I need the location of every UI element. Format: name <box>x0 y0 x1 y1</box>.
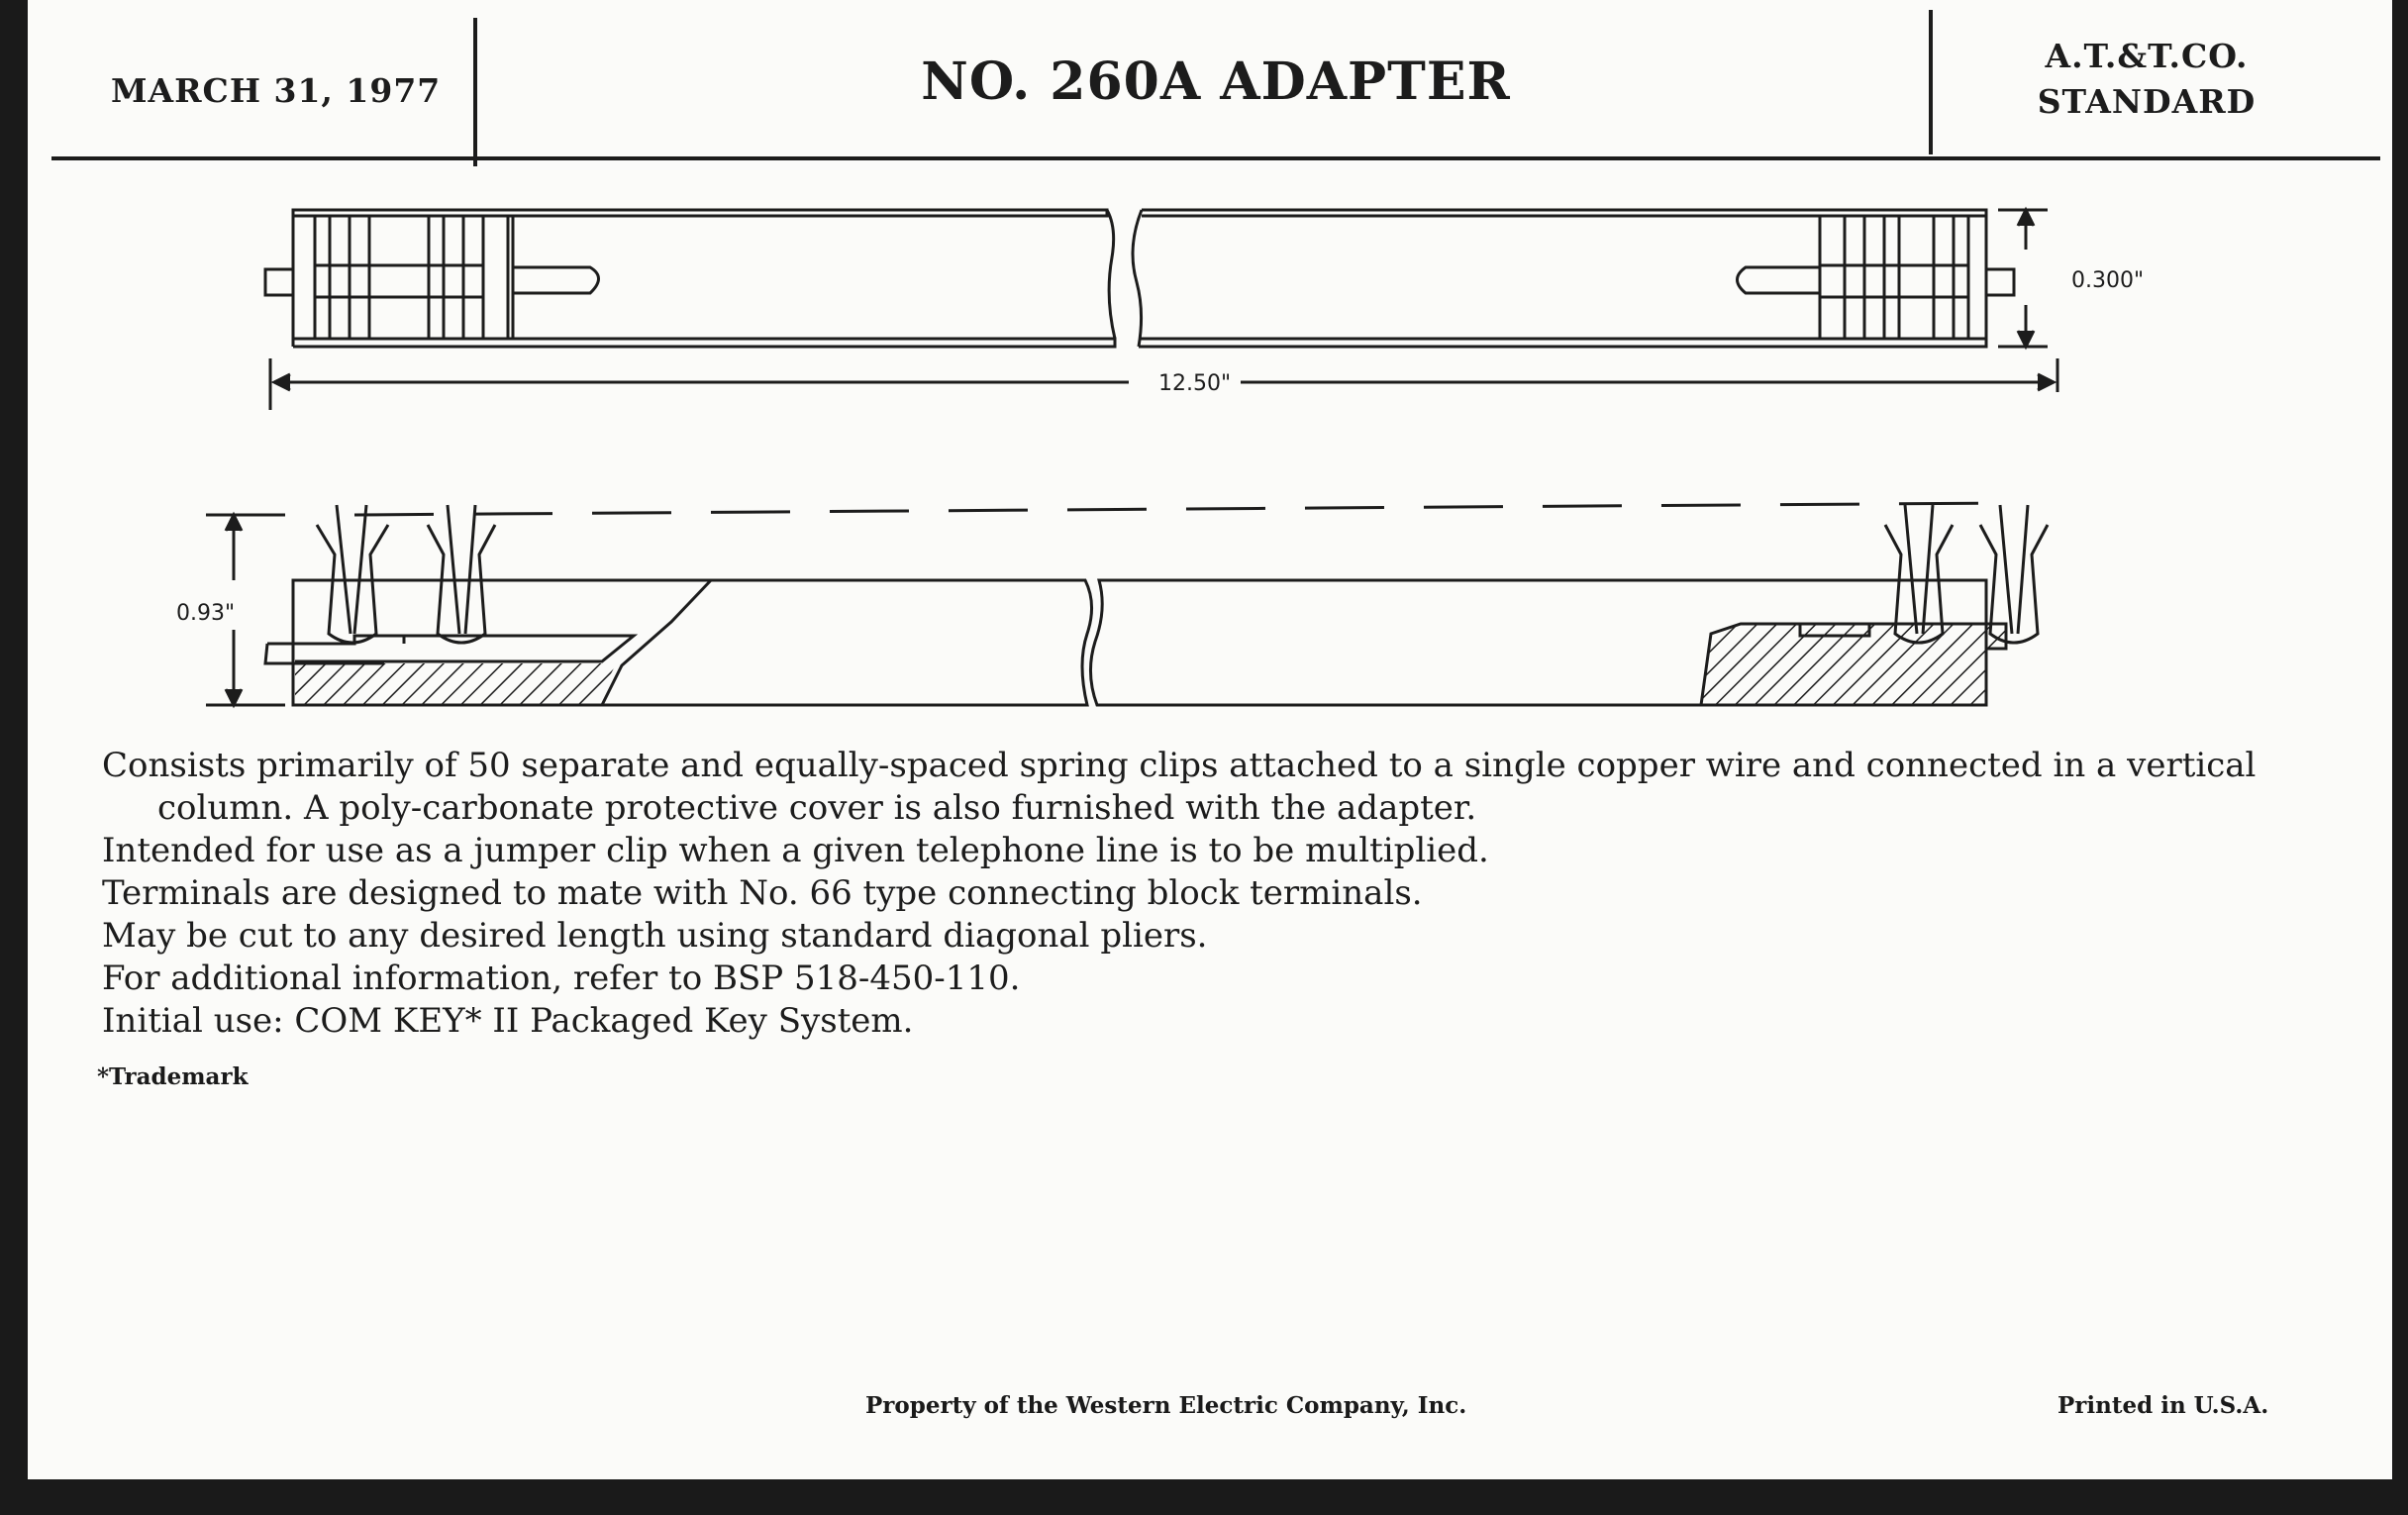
footer-property: Property of the Western Electric Company, Inc. <box>865 1392 1467 1419</box>
description-line-4: May be cut to any desired length using standard diagonal pliers. <box>102 916 1208 956</box>
side-view-clips <box>317 505 2048 643</box>
side-view <box>206 503 2048 705</box>
trademark-note: *Trademark <box>97 1063 249 1090</box>
specification-card <box>28 0 2392 1479</box>
footer-printed: Printed in U.S.A. <box>2057 1392 2269 1419</box>
description-line-3: Terminals are designed to mate with No. 66 type connecting block terminals. <box>102 873 1423 913</box>
top-view-left-clips <box>265 216 599 339</box>
dim-label-height-top: 0.300" <box>2071 268 2145 293</box>
page-title: NO. 260A ADAPTER <box>921 51 1511 112</box>
standard-line-2: STANDARD <box>2037 82 2257 121</box>
description-line-2: Intended for use as a jumper clip when a given telephone line is to be multiplied. <box>102 831 1489 870</box>
description-line-1: Consists primarily of 50 separate and equally-spaced spring clips attached to a single copper wire and connected in a vertical column. A poly-carbonate protective cover is also furnished with the adapter. <box>102 746 2257 828</box>
adapter-drawing <box>28 0 2392 753</box>
dim-height-top <box>1998 210 2048 347</box>
dim-label-height-side: 0.93" <box>176 601 236 626</box>
standard-line-1: A.T.&T.CO. <box>2045 37 2249 75</box>
description-line-5: For additional information, refer to BSP 518-450-110. <box>102 959 1021 998</box>
header-date: MARCH 31, 1977 <box>111 71 442 110</box>
description-text <box>102 745 2350 1043</box>
dim-label-length: 12.50" <box>1158 371 1232 396</box>
description-line-6: Initial use: COM KEY* II Packaged Key System. <box>102 1001 914 1041</box>
top-view-right-clips <box>1738 216 2015 339</box>
